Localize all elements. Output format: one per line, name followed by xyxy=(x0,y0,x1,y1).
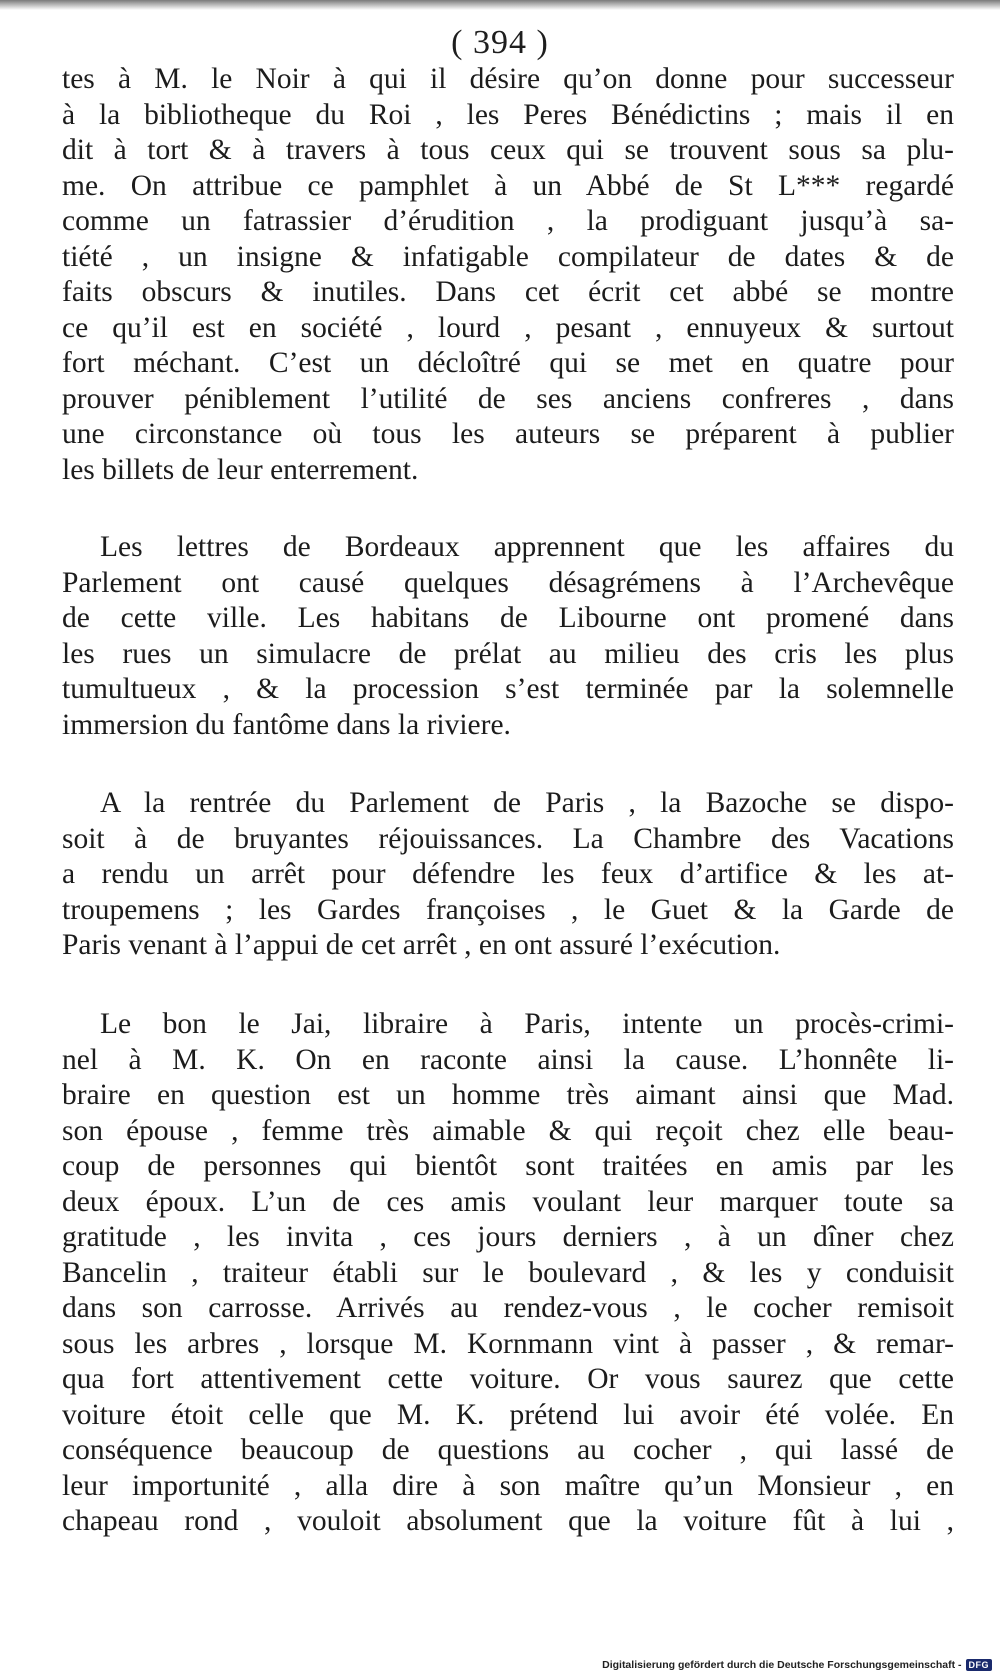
text-line: prouver péniblement l’utilité de ses anciens confreres , dans xyxy=(62,382,954,415)
text-line: fort méchant. C’est un décloîtré qui se met en quatre pour xyxy=(62,347,954,379)
text-line: tumultueux , & la procession s’est terminée par la solemnelle xyxy=(62,673,954,705)
paragraph-3 xyxy=(62,786,954,964)
dfg-logo: DFG xyxy=(966,1659,993,1671)
text-line: à la bibliotheque du Roi , les Peres Bénédictins ; mais il en xyxy=(62,98,954,131)
text-line: dit à tort & à travers à tous ceux qui se trouvent sous sa plu- xyxy=(62,134,954,166)
footer-text: Digitalisierung gefördert durch die Deutsche Forschungsgemeinschaft - xyxy=(602,1659,962,1671)
text-line: dans son carrosse. Arrivés au rendez-vous , le cocher remisoit xyxy=(62,1292,954,1324)
text-line: conséquence beaucoup de questions au cocher , qui lassé de xyxy=(62,1434,954,1466)
text-line: sous les arbres , lorsque M. Kornmann vint à passer , & remar- xyxy=(62,1327,954,1360)
text-line: comme un fatrassier d’érudition , la prodiguant jusqu’à sa- xyxy=(62,205,954,237)
page-number: ( 394 ) xyxy=(451,24,549,61)
text-line: tiété , un insigne & infatigable compilateur de dates & de xyxy=(62,240,954,273)
text-line: braire en question est un homme très aimant ainsi que Mad. xyxy=(62,1079,954,1111)
text-line: coup de personnes qui bientôt sont traitées en amis par les xyxy=(62,1150,954,1182)
text-line: qua fort attentivement cette voiture. Or vous saurez que cette xyxy=(62,1363,954,1395)
text-line: a rendu un arrêt pour défendre les feux d’artifice & les at- xyxy=(62,858,954,890)
digitization-credit xyxy=(602,1659,992,1671)
text-line: soit à de bruyantes réjouissances. La Chambre des Vacations xyxy=(62,822,954,855)
text-line: Parlement ont causé quelques désagrémens à l’Archevêque xyxy=(62,566,954,599)
text-line: Les lettres de Bordeaux apprennent que les affaires du xyxy=(100,531,954,563)
text-line: les rues un simulacre de prélat au milieu des cris les plus xyxy=(62,637,954,670)
text-line: immersion du fantôme dans la riviere. xyxy=(62,708,511,741)
text-line: Bancelin , traiteur établi sur le boulevard , & les y conduisit xyxy=(62,1256,954,1289)
text-line: gratitude , les invita , ces jours derniers , à un dîner chez xyxy=(62,1221,954,1253)
text-line: ce qu’il est en société , lourd , pesant , ennuyeux & surtout xyxy=(62,311,954,344)
scan-edge xyxy=(0,0,1000,10)
paragraph-2 xyxy=(62,530,954,743)
text-line: voiture étoit celle que M. K. prétend lui avoir été volée. En xyxy=(62,1398,954,1431)
text-line: nel à M. K. On en raconte ainsi la cause. L’honnête li- xyxy=(62,1043,954,1076)
text-line: son épouse , femme très aimable & qui reçoit chez elle beau- xyxy=(62,1114,954,1147)
paragraph-1 xyxy=(62,62,954,488)
paragraph-4 xyxy=(62,1007,954,1540)
text-line: tes à M. le Noir à qui il désire qu’on donne pour successeur xyxy=(62,63,954,95)
text-line: faits obscurs & inutiles. Dans cet écrit cet abbé se montre xyxy=(62,276,954,308)
text-line: troupemens ; les Gardes françoises , le Guet & la Garde de xyxy=(62,893,954,926)
text-line: Paris venant à l’appui de cet arrêt , en ont assuré l’exécution. xyxy=(62,929,781,961)
text-line: de cette ville. Les habitans de Libourne ont promené dans xyxy=(62,602,954,634)
text-line: me. On attribue ce pamphlet à un Abbé de St L*** regardé xyxy=(62,169,954,202)
text-line: deux époux. L’un de ces amis voulant leur marquer toute sa xyxy=(62,1185,954,1218)
text-line: Le bon le Jai, libraire à Paris, intente un procès-crimi- xyxy=(100,1008,954,1040)
text-line: chapeau rond , vouloit absolument que la voiture fût à lui , xyxy=(62,1505,954,1537)
text-line: les billets de leur enterrement. xyxy=(62,453,419,486)
text-line: leur importunité , alla dire à son maître qu’un Monsieur , en xyxy=(62,1469,954,1502)
text-line: A la rentrée du Parlement de Paris , la Bazoche se dispo- xyxy=(100,787,954,819)
text-line: une circonstance où tous les auteurs se préparent à publier xyxy=(62,418,954,450)
